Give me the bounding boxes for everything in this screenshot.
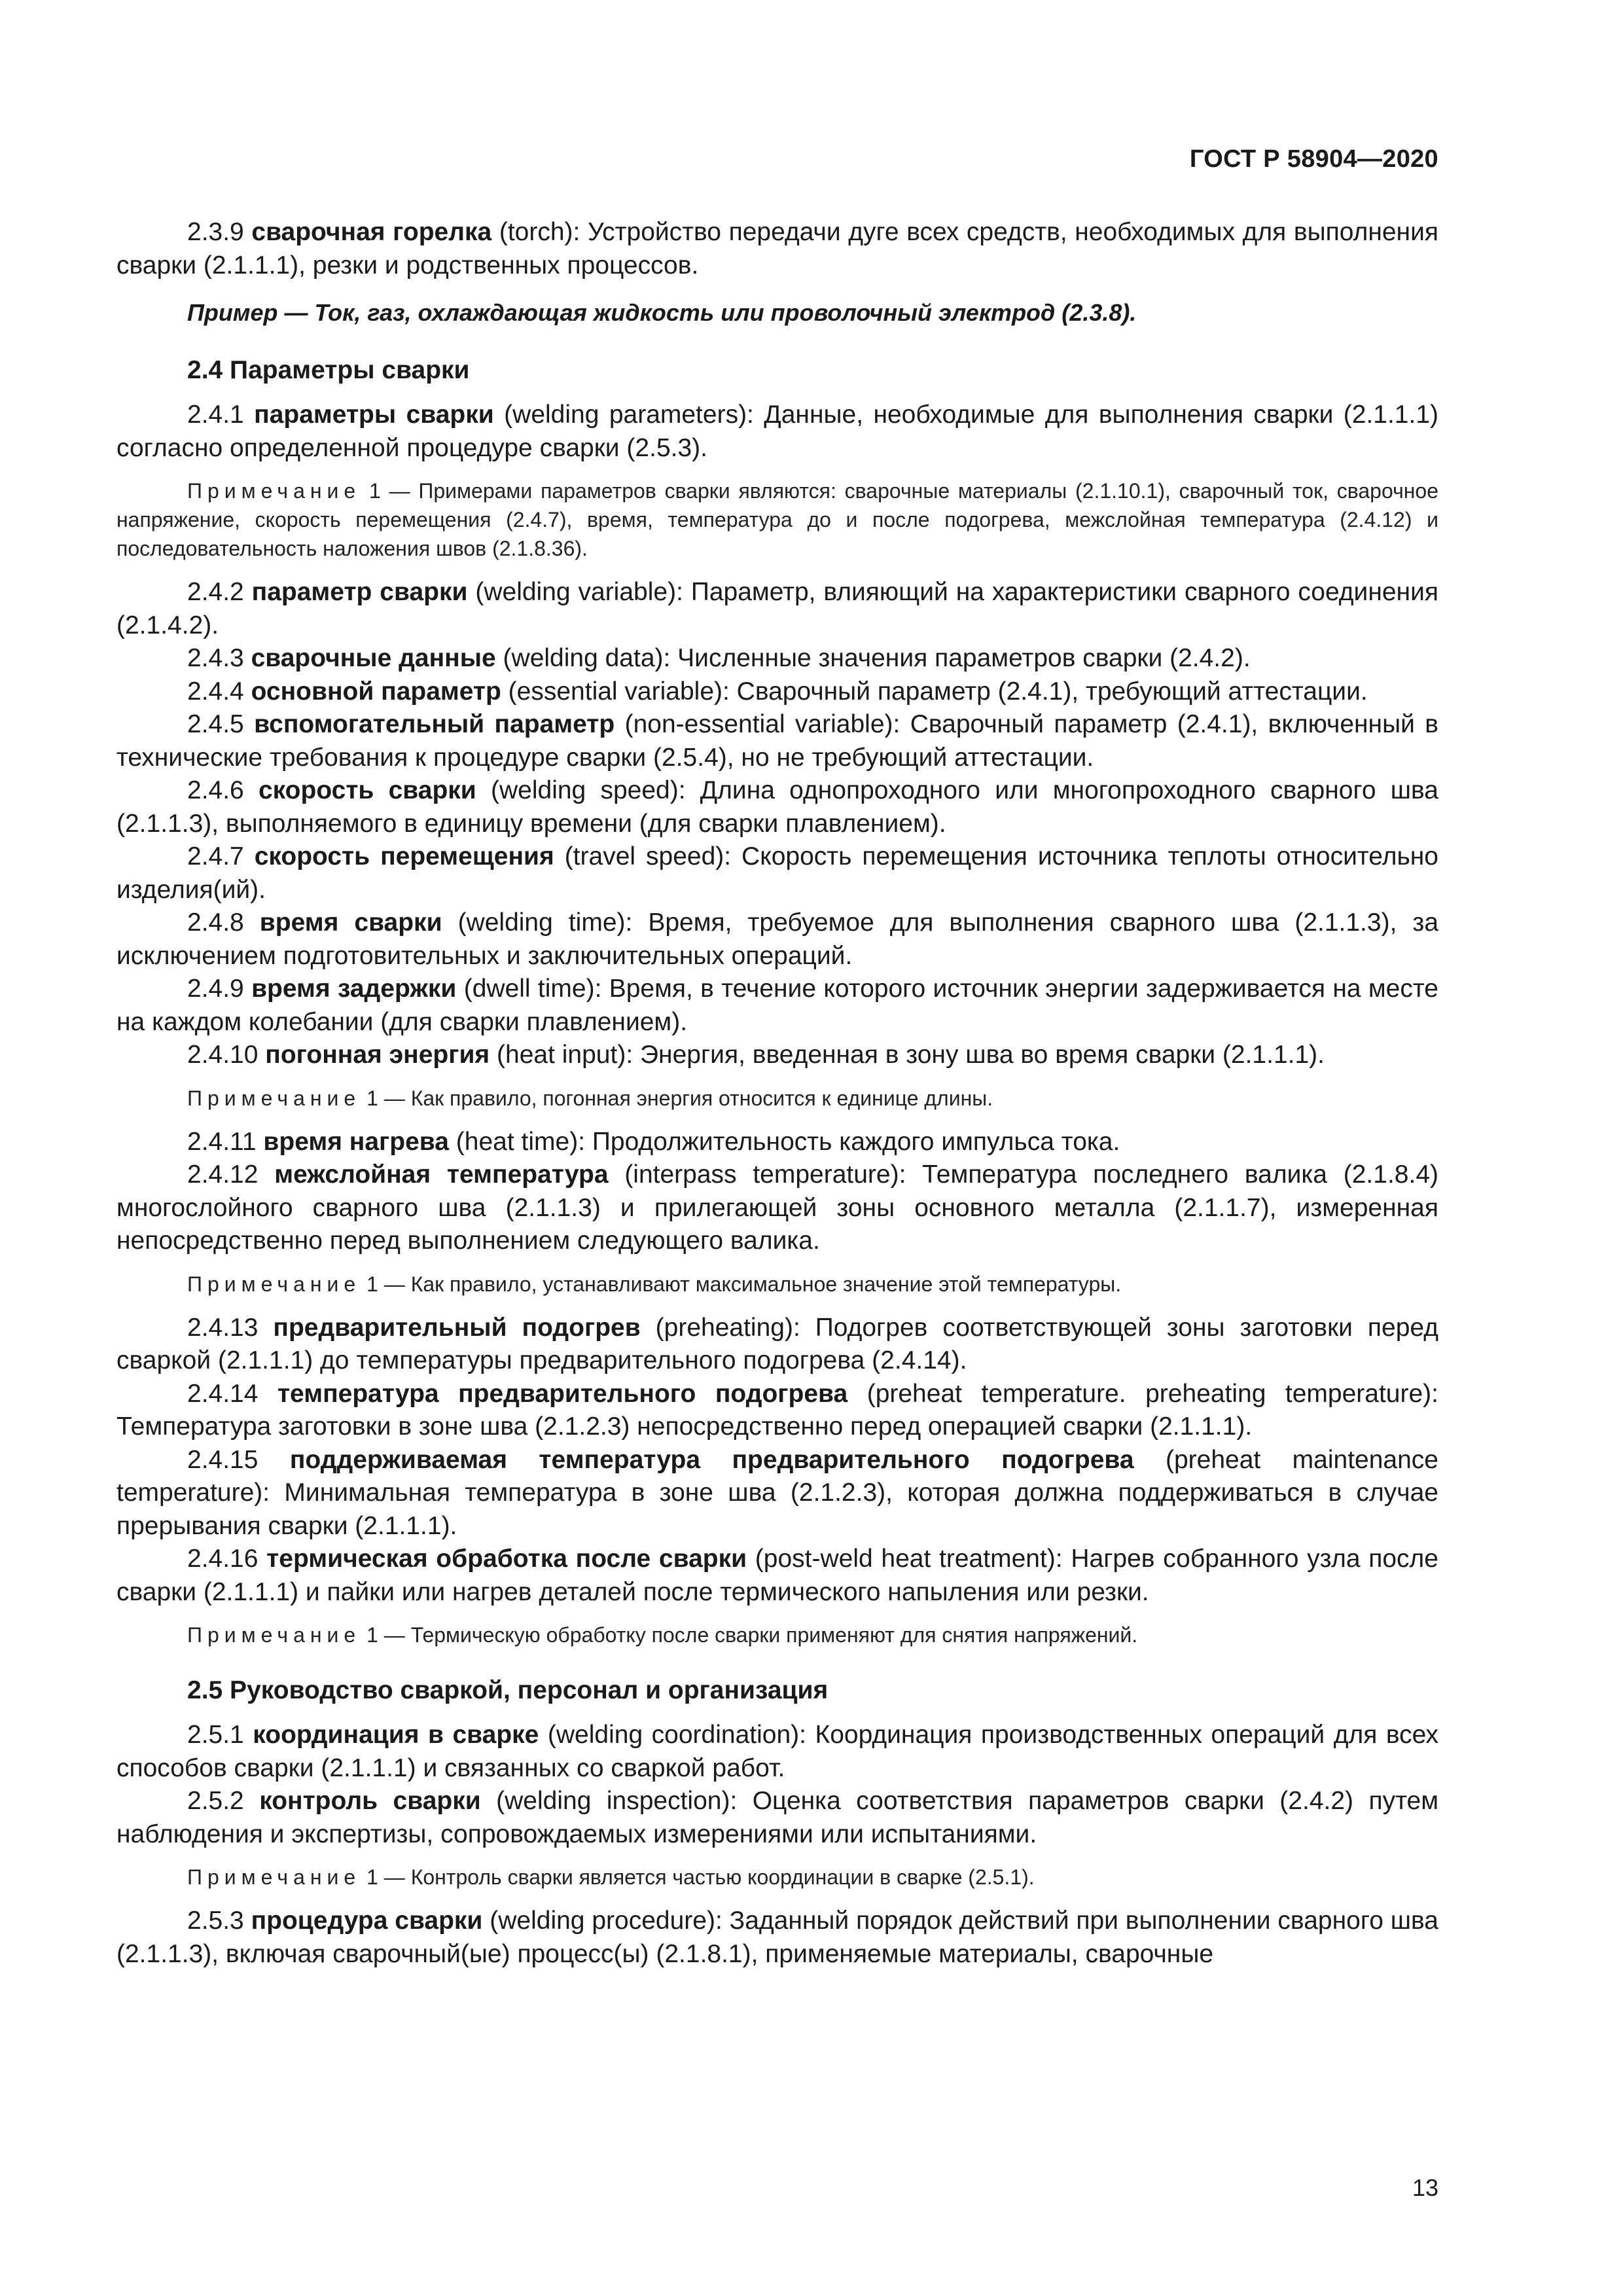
term: основной параметр xyxy=(251,677,501,706)
clause-2-4-11: 2.4.11 время нагрева (heat time): Продолжительность каждого импульса тока. xyxy=(187,1127,1120,1156)
term: скорость перемещения xyxy=(254,842,554,870)
clause-2-4-14: 2.4.14 температура предварительного подогрева (preheat temperature. preheating temperature): Температура заготовки в зоне шва (2.1.2.3) непосредственно перед операцией сварки (2.1.1.1). xyxy=(116,1379,1438,1441)
section-heading-2-4: 2.4 Параметры сварки xyxy=(187,356,470,384)
note-2-5-2: Примечание 1 — Контроль сварки является частью координации в сварке (2.5.1). xyxy=(187,1865,1035,1889)
note-2-4-1: Примечание 1 — Примерами параметров сварки являются: сварочные материалы (2.1.10.1), сварочный ток, сварочное напряжение, скорость перемещения (2.4.7), время, температура до и после подогрева, межслойная температура (2.4.12) и последовательность наложения швов (2.1.8.36). xyxy=(116,479,1438,560)
clause-2-4-10: 2.4.10 погонная энергия (heat input): Энергия, введенная в зону шва во время сварки (2.1.1.1). xyxy=(187,1041,1325,1069)
term: термическая обработка после сварки xyxy=(266,1545,747,1573)
clause-2-5-2: 2.5.2 контроль сварки (welding inspection): Оценка соответствия параметров сварки (2.4.2) путем наблюдения и экспертизы, сопровождаемых измерениями или испытаниями. xyxy=(116,1787,1439,1848)
clause-2-4-16: 2.4.16 термическая обработка после сварки (post-weld heat treatment): Нагрев собранного узла после сварки (2.1.1.1) и пайки или нагрев деталей после термического напыления или резки. xyxy=(116,1545,1438,1606)
note-2-4-10: Примечание 1 — Как правило, погонная энергия относится к единице длины. xyxy=(187,1086,993,1110)
clause-2-4-8: 2.4.8 время сварки (welding time): Время, требуемое для выполнения сварного шва (2.1.1.3), за исключением подготовительных и заключительных операций. xyxy=(116,908,1439,970)
note-2-4-12: Примечание 1 — Как правило, устанавливают максимальное значение этой температуры. xyxy=(187,1272,1122,1296)
clause-2-4-13: 2.4.13 предварительный подогрев (preheating): Подогрев соответствующей зоны заготовки перед сваркой (2.1.1.1) до температуры предварительного подогрева (2.4.14). xyxy=(116,1313,1438,1374)
term: скорость сварки xyxy=(258,776,476,804)
term: время сварки xyxy=(259,908,442,937)
clause-2-3-9: 2.3.9 сварочная горелка (torch): Устройство передачи дуге всех средств, необходимых для выполнения сварки (2.1.1.1), резки и родственных процессов. xyxy=(116,218,1438,279)
term: предварительный подогрев xyxy=(273,1313,641,1342)
clause-2-4-12: 2.4.12 межслойная температура (interpass temperature): Температура последнего валика (2.1.8.4) многослойного сварного шва (2.1.1.3) и прилегающей зоны основного металла (2.1.1.7), измеренная непосредственно перед выполнением следующего валика. xyxy=(116,1160,1438,1255)
term: вспомогательный параметр xyxy=(254,710,615,738)
term: время задержки xyxy=(251,975,457,1003)
term: сварочные данные xyxy=(251,644,496,672)
term: сварочная горелка xyxy=(251,218,492,246)
clause-2-4-15: 2.4.15 поддерживаемая температура предварительного подогрева (preheat maintenance temperature): Минимальная температура в зоне шва (2.1.2.3), которая должна поддерживаться в случае прерывания сварки (2.1.1.1). xyxy=(116,1445,1438,1540)
note-2-4-16: Примечание 1 — Термическую обработку после сварки применяют для снятия напряжений. xyxy=(187,1623,1138,1647)
term: время нагрева xyxy=(263,1127,449,1156)
document-code: ГОСТ Р 58904—2020 xyxy=(1189,145,1438,173)
document-body xyxy=(116,216,1438,1971)
clause-2-4-1: 2.4.1 параметры сварки (welding parameters): Данные, необходимые для выполнения сварки (2.1.1.1) согласно определенной процедуре сварки (2.5.3). xyxy=(116,401,1439,462)
page-number: 13 xyxy=(1412,2174,1438,2201)
clause-2-5-3: 2.5.3 процедура сварки (welding procedure): Заданный порядок действий при выполнении сварного шва (2.1.1.3), включая сварочный(ые) процесс(ы) (2.1.8.1), применяемые материалы, сварочные xyxy=(116,1907,1438,1968)
clause-2-4-7: 2.4.7 скорость перемещения (travel speed): Скорость перемещения источника теплоты относительно изделия(ий). xyxy=(116,842,1439,904)
example-2-3-9: Пример — Ток, газ, охлаждающая жидкость или проволочный электрод (2.3.8). xyxy=(187,299,1137,326)
term: координация в сварке xyxy=(253,1721,539,1749)
term: параметр сварки xyxy=(251,578,468,606)
clause-2-5-1: 2.5.1 координация в сварке (welding coordination): Координация производственных операций для всех способов сварки (2.1.1.1) и связанных со сваркой работ. xyxy=(116,1721,1438,1782)
clause-2-4-6: 2.4.6 скорость сварки (welding speed): Длина однопроходного или многопроходного сварного шва (2.1.1.3), выполняемого в единицу времени (для сварки плавлением). xyxy=(116,776,1438,838)
term: межслойная температура xyxy=(274,1160,609,1189)
clause-2-4-2: 2.4.2 параметр сварки (welding variable): Параметр, влияющий на характеристики сварного соединения (2.1.4.2). xyxy=(116,578,1439,639)
clause-2-4-5: 2.4.5 вспомогательный параметр (non-essential variable): Сварочный параметр (2.4.1), включенный в технические требования к процедуре сварки (2.5.4), но не требующий аттестации. xyxy=(116,710,1438,772)
section-heading-2-5: 2.5 Руководство сваркой, персонал и организация xyxy=(187,1676,829,1704)
term: температура предварительного подогрева xyxy=(277,1379,848,1408)
term: поддерживаемая температура предварительного подогрева xyxy=(289,1445,1134,1474)
clause-2-4-9: 2.4.9 время задержки (dwell time): Время, в течение которого источник энергии задерживается на месте на каждом колебании (для сварки плавлением). xyxy=(116,975,1438,1036)
term: контроль сварки xyxy=(259,1787,481,1815)
term: процедура сварки xyxy=(251,1907,483,1935)
clause-2-4-4: 2.4.4 основной параметр (essential variable): Сварочный параметр (2.4.1), требующий аттестации. xyxy=(187,677,1368,706)
term: погонная энергия xyxy=(265,1041,490,1069)
term: параметры сварки xyxy=(254,401,494,429)
clause-2-4-3: 2.4.3 сварочные данные (welding data): Численные значения параметров сварки (2.4.2). xyxy=(187,644,1251,672)
